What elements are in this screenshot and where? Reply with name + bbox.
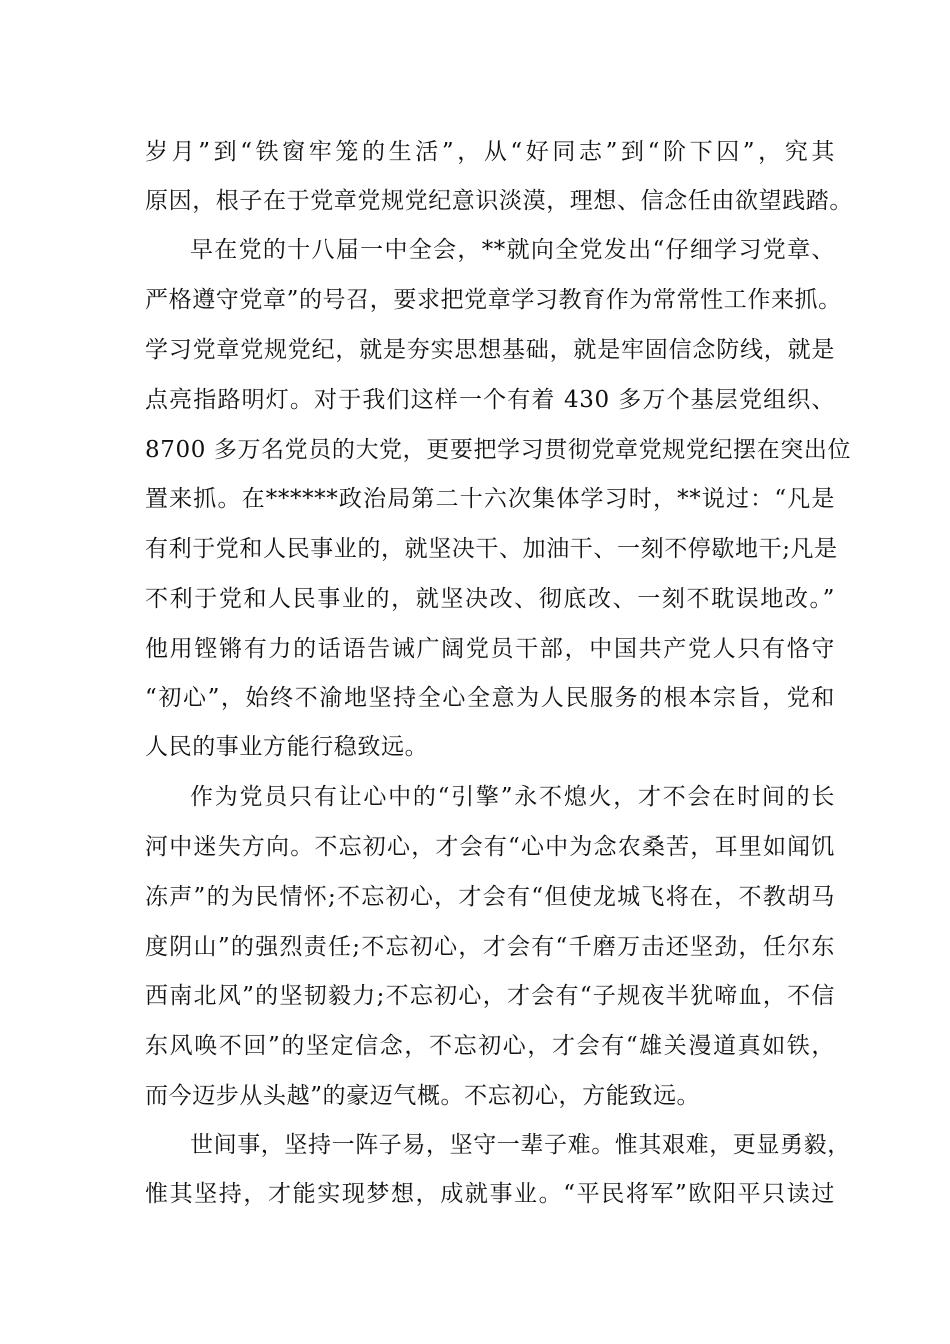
text-line: 岁月”到“铁窗牢笼的生活”，从“好同志”到“阶下囚”，究其	[145, 139, 835, 165]
paragraph-first-line: 世间事，坚持一阵子易，坚守一辈子难。惟其艰难，更显勇毅，	[190, 1132, 851, 1158]
text-line: 度阴山”的强烈责任;不忘初心，才会有“千磨万击还坚劲，任尔东	[145, 934, 835, 960]
text-line: 西南北风”的坚韧毅力;不忘初心，才会有“子规夜半犹啼血，不信	[145, 983, 835, 1009]
text-line: “初心”，始终不渝地坚持全心全意为人民服务的根本宗旨，党和	[145, 685, 835, 711]
paragraph-first-line: 早在党的十八届一中全会，**就向全党发出“仔细学习党章、	[190, 237, 835, 263]
text-line: 有利于党和人民事业的，就坚决干、加油干、一刻不停歇地干;凡是	[145, 536, 838, 562]
text-line: 点亮指路明灯。对于我们这样一个有着 430 多万个基层党组织、	[145, 387, 835, 413]
paragraph-last-line: 人民的事业方能行稳致远。	[145, 734, 429, 760]
paragraph-last-line: 而今迈步从头越”的豪迈气概。不忘初心，方能致远。	[145, 1083, 701, 1109]
text-line: 原因，根子在于党章党规党纪意识淡漠，理想、信念任由欲望践踏。	[145, 188, 853, 214]
paragraph-first-line: 作为党员只有让心中的“引擎”永不熄火，才不会在时间的长	[190, 784, 835, 810]
text-line: 不利于党和人民事业的，就坚决改、彻底改、一刻不耽误地改。”	[145, 586, 835, 612]
text-line: 惟其坚持，才能实现梦想，成就事业。“平民将军”欧阳平只读过	[145, 1181, 835, 1207]
text-line: 严格遵守党章”的号召，要求把党章学习教育作为常常性工作来抓。	[145, 287, 842, 313]
text-line: 8700 多万名党员的大党，更要把学习贯彻党章党规党纪摆在突出位	[145, 437, 852, 463]
text-line: 河中迷失方向。不忘初心，才会有“心中为念农桑苦，耳里如闻饥	[145, 834, 835, 860]
text-line: 置来抓。在******政治局第二十六次集体学习时，**说过：“凡是	[145, 486, 835, 512]
text-line: 冻声”的为民情怀;不忘初心，才会有“但使龙城飞将在，不教胡马	[145, 884, 835, 910]
text-line: 学习党章党规党纪，就是夯实思想基础，就是牢固信念防线，就是	[145, 337, 835, 363]
text-line: 东风唤不回”的坚定信念，不忘初心，才会有“雄关漫道真如铁，	[145, 1033, 835, 1059]
text-line: 他用铿锵有力的话语告诫广阔党员干部，中国共产党人只有恪守	[145, 636, 835, 662]
